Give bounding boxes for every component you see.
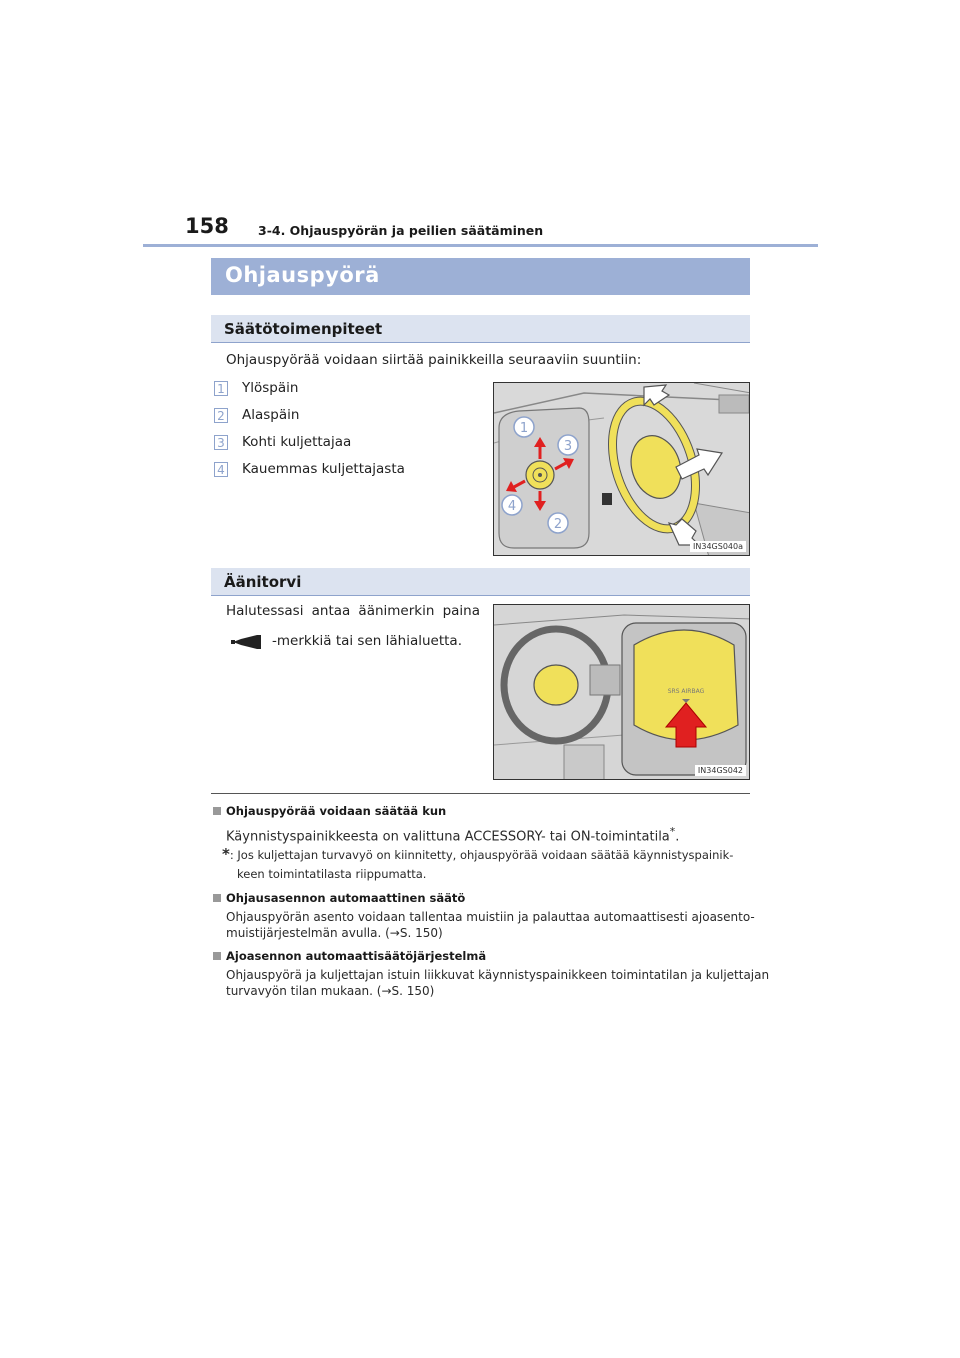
image-label-horn: IN34GS042 — [695, 765, 746, 776]
item-number-3: 3 — [214, 435, 228, 450]
page-number: 158 — [185, 214, 229, 238]
note-1-body: Käynnistyspainikkeesta on valittuna ACCESSORY- tai ON-toimintatila*. — [226, 825, 680, 845]
item-label-3: Kohti kuljettajaa — [242, 434, 352, 450]
item-number-4: 4 — [214, 462, 228, 477]
callout-4: 4 — [507, 499, 517, 514]
note-3-body-line2: turvavyön tilan mukaan. (→S. 150) — [226, 984, 435, 998]
steering-adjustment-illustration — [493, 382, 750, 556]
item-number-2: 2 — [214, 408, 228, 423]
steering-adjustment-drawing — [494, 383, 750, 556]
note-2-body-line2: muistijärjestelmän avulla. (→S. 150) — [226, 926, 443, 940]
callout-2: 2 — [553, 517, 563, 532]
horn-illustration — [493, 604, 750, 780]
note-1-title: Ohjauspyörää voidaan säätää kun — [213, 804, 446, 818]
page-title: Ohjauspyörä — [225, 263, 380, 287]
bullet-square-icon — [213, 807, 221, 815]
note-2-body-line1: Ohjauspyörän asento voidaan tallentaa muistiin ja palauttaa automaattisesti ajoasento- — [226, 910, 755, 924]
section-header: 3-4. Ohjauspyörän ja peilien säätäminen — [258, 223, 544, 238]
note-3-title: Ajoasennon automaattisäätöjärjestelmä — [213, 949, 486, 963]
horn-drawing — [494, 605, 750, 780]
note-1-footnote-cont: keen toimintatilasta riippumatta. — [237, 867, 427, 881]
adjustment-heading: Säätötoimenpiteet — [224, 320, 383, 338]
item-label-2: Alaspäin — [242, 407, 300, 423]
image-label-adjustment: IN34GS040a — [690, 541, 746, 552]
note-2-title: Ohjausasennon automaattinen säätö — [213, 891, 465, 905]
horn-icon — [231, 633, 265, 655]
header-rule — [143, 244, 818, 247]
item-label-1: Ylöspäin — [242, 380, 299, 396]
item-number-1: 1 — [214, 381, 228, 396]
item-label-4: Kauemmas kuljettajasta — [242, 461, 405, 477]
notes-divider — [211, 793, 750, 794]
horn-text-line2: -merkkiä tai sen lähialuetta. — [272, 633, 462, 649]
horn-heading: Äänitorvi — [224, 573, 302, 591]
horn-text-line1: Halutessasi antaa äänimerkin paina — [226, 603, 480, 619]
callout-1: 1 — [519, 421, 529, 436]
bullet-square-icon — [213, 894, 221, 902]
note-3-body-line1: Ohjauspyörä ja kuljettajan istuin liikkuvat käynnistyspainikkeen toimintatilan ja kuljettajan — [226, 968, 770, 982]
adjustment-intro: Ohjauspyörää voidaan siirtää painikkeilla seuraaviin suuntiin: — [226, 352, 642, 368]
callout-3: 3 — [563, 439, 573, 454]
bullet-square-icon — [213, 952, 221, 960]
note-1-footnote: *: Jos kuljettajan turvavyö on kiinnitetty, ohjauspyörää voidaan säätää käynnistyspainik- — [222, 845, 734, 863]
airbag-label: SRS AIRBAG — [667, 688, 705, 695]
